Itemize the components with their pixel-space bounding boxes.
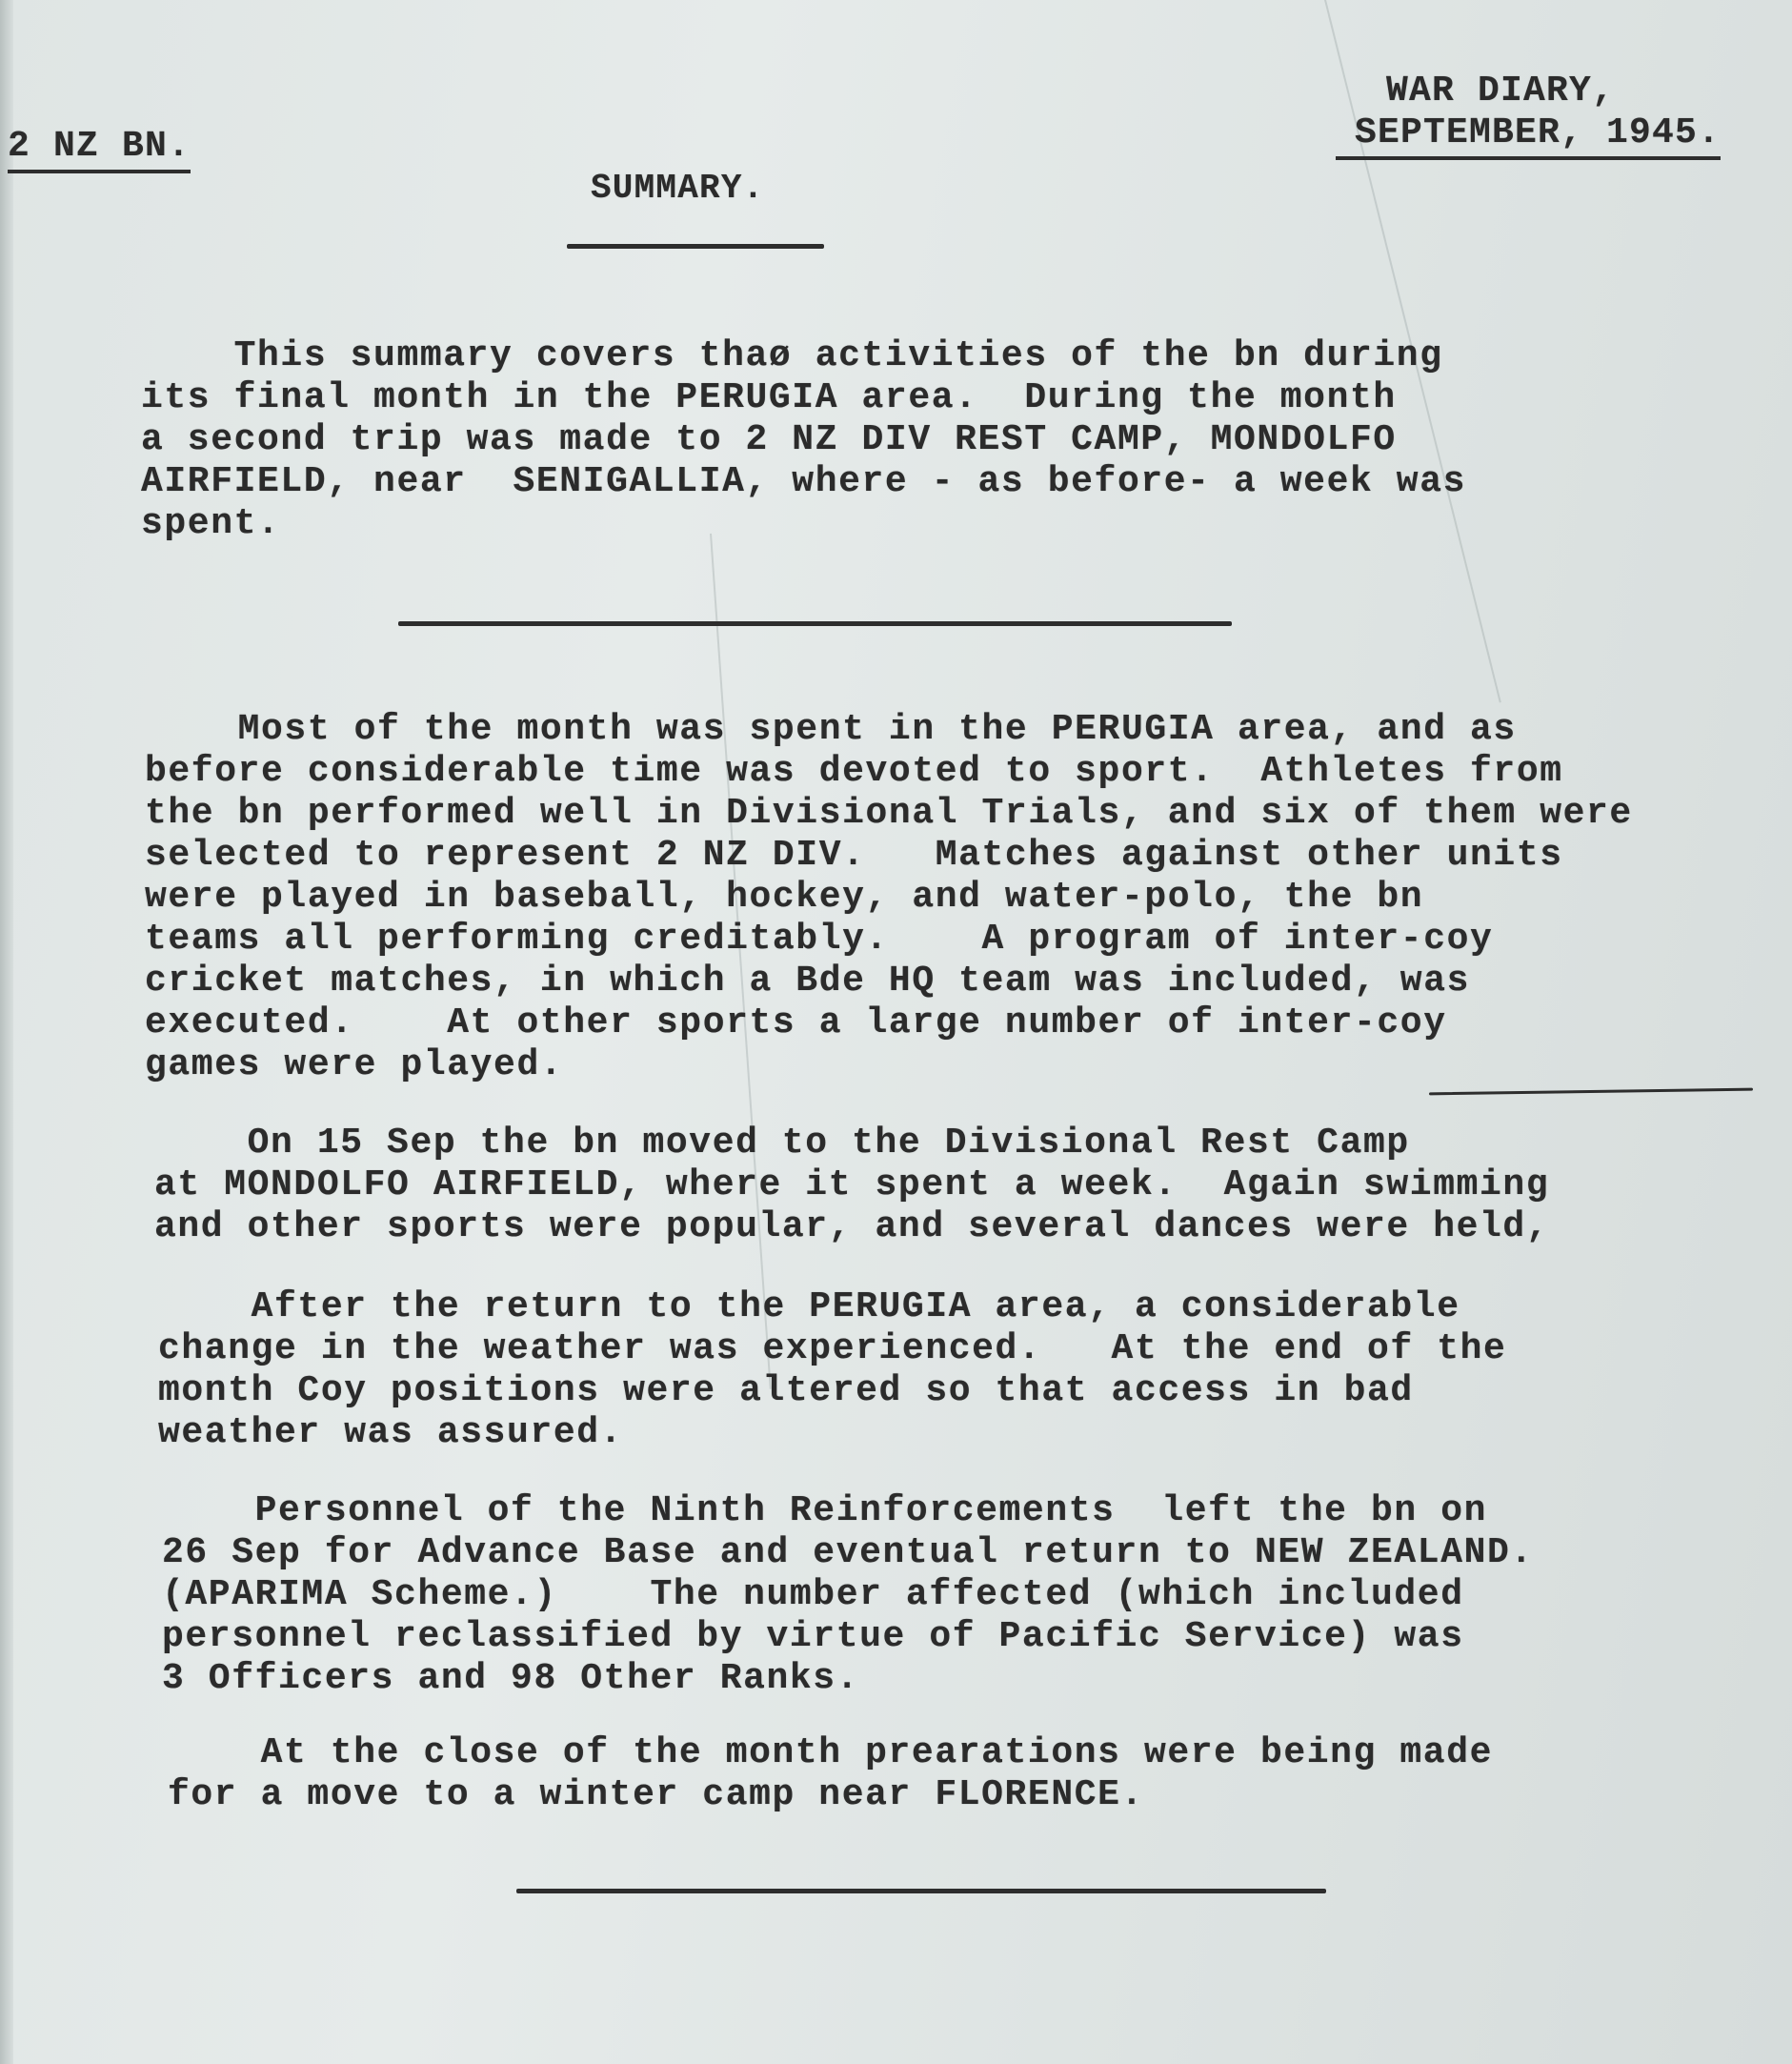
summary-underline: [567, 244, 824, 249]
text-line: On 15 Sep the bn moved to the Divisional Rest Camp: [154, 1123, 1410, 1164]
text-line: Personnel of the Ninth Reinforcements left the bn on: [162, 1490, 1488, 1531]
text-line: weather was assured.: [158, 1412, 624, 1453]
text-line: At the close of the month prearations were being made: [168, 1732, 1494, 1773]
text-line: 26 Sep for Advance Base and eventual return to NEW ZEALAND.: [162, 1532, 1534, 1573]
text-line: cricket matches, in which a Bde HQ team was included, was: [145, 961, 1471, 1002]
text-line: This summary covers thaø activities of the bn during: [141, 335, 1443, 376]
text-line: Most of the month was spent in the PERUGIA area, and as: [145, 709, 1517, 750]
paragraph-intro: [141, 335, 1761, 545]
text-line: personnel reclassified by virtue of Pacific Service) was: [162, 1616, 1464, 1657]
section-divider: [398, 621, 1232, 626]
summary-heading: SUMMARY.: [591, 169, 765, 208]
text-line: games were played.: [145, 1044, 564, 1085]
text-line: and other sports were popular, and several dances were held,: [154, 1206, 1550, 1247]
war-diary-date: SEPTEMBER, 1945.: [1336, 112, 1721, 160]
paragraph-weather: [158, 1286, 1778, 1454]
paper-edge: [0, 0, 13, 2064]
text-line: teams all performing creditably. A program of inter-coy: [145, 919, 1494, 960]
text-line: a second trip was made to 2 NZ DIV REST CAMP, MONDOLFO: [141, 419, 1397, 460]
margin-mark: [1429, 1088, 1753, 1096]
paragraph-sport: [145, 709, 1764, 1086]
text-line: were played in baseball, hockey, and water-polo, the bn: [145, 877, 1424, 918]
text-line: for a move to a winter camp near FLORENCE.: [168, 1774, 1144, 1815]
paragraph-rest-camp: [154, 1123, 1774, 1248]
text-line: executed. At other sports a large number of inter-coy: [145, 1002, 1447, 1043]
text-line: selected to represent 2 NZ DIV. Matches against other units: [145, 835, 1563, 876]
unit-designation: 2 NZ BN.: [8, 126, 191, 173]
text-line: After the return to the PERUGIA area, a considerable: [158, 1286, 1460, 1327]
text-line: before considerable time was devoted to sport. Athletes from: [145, 751, 1563, 792]
paragraph-winter-camp: [168, 1732, 1787, 1816]
text-line: at MONDOLFO AIRFIELD, where it spent a week. Again swimming: [154, 1164, 1550, 1205]
text-line: (APARIMA Scheme.) The number affected (which included: [162, 1574, 1464, 1615]
text-line: 3 Officers and 98 Other Ranks.: [162, 1658, 860, 1699]
text-line: the bn performed well in Divisional Trials, and six of them were: [145, 793, 1633, 834]
text-line: month Coy positions were altered so that access in bad: [158, 1370, 1414, 1411]
text-line: its final month in the PERUGIA area. During the month: [141, 377, 1397, 418]
text-line: spent.: [141, 503, 281, 544]
war-diary-title: WAR DIARY,: [1386, 71, 1616, 111]
closing-divider: [516, 1889, 1326, 1893]
text-line: AIRFIELD, near SENIGALLIA, where - as before- a week was: [141, 461, 1467, 502]
paragraph-reinforcements: [162, 1490, 1782, 1700]
text-line: change in the weather was experienced. At the end of the: [158, 1328, 1507, 1369]
